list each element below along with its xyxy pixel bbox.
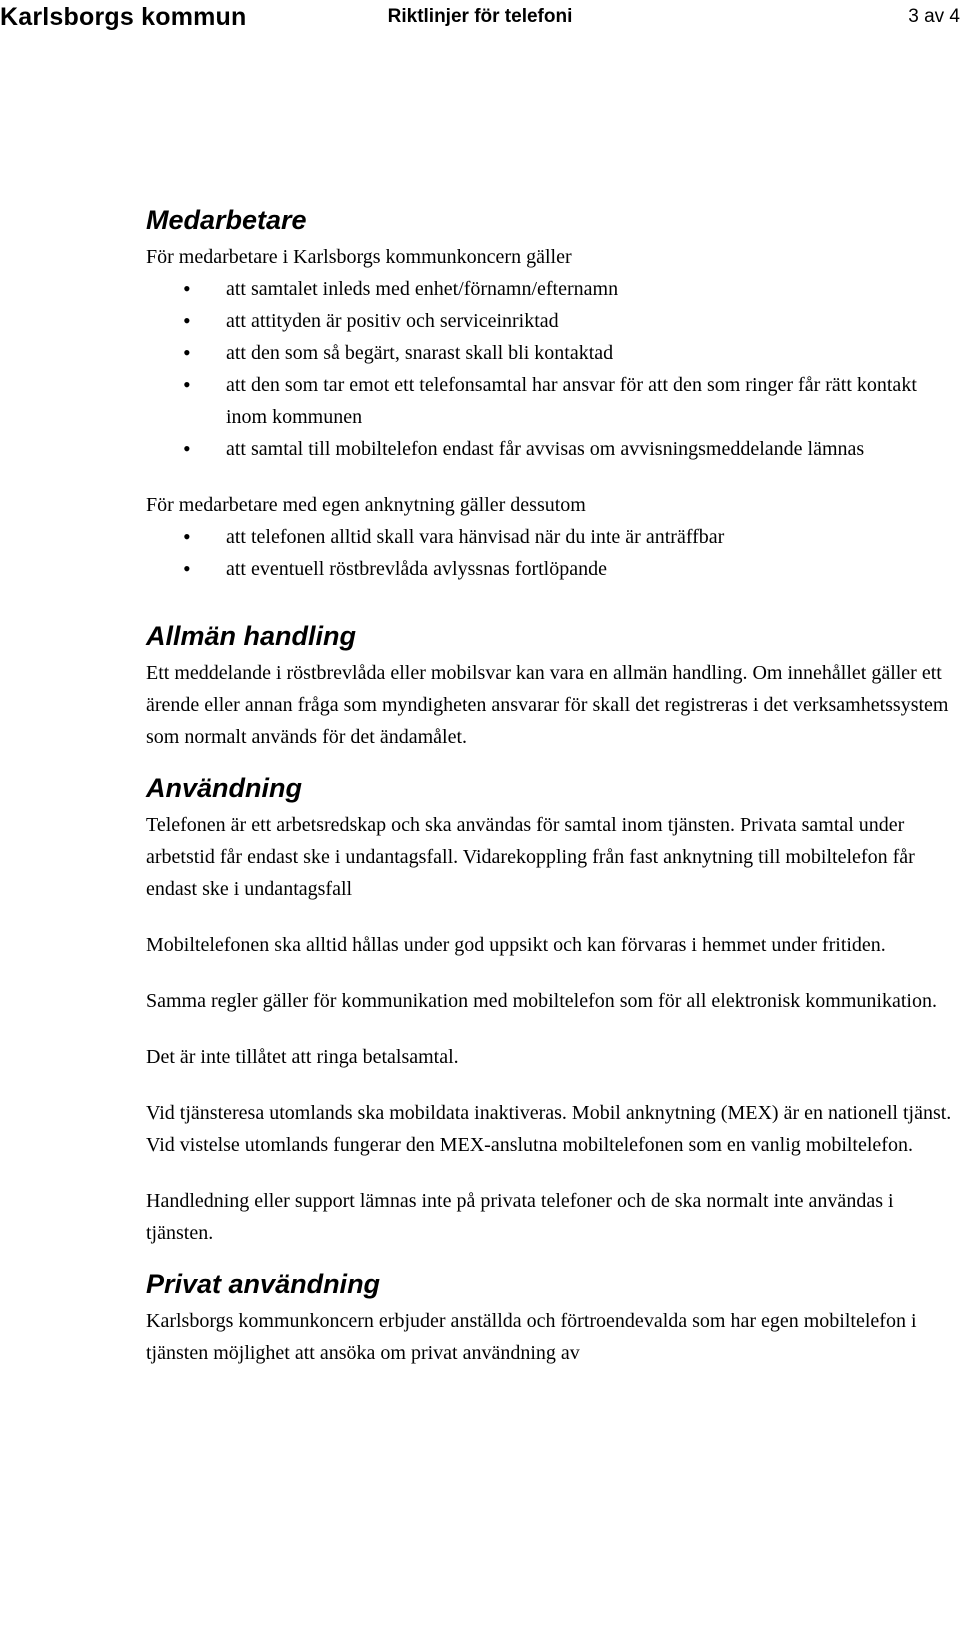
list-item: • att samtal till mobiltelefon endast får avvisas om avvisningsmeddelande lämnas bbox=[146, 433, 956, 465]
heading-privat-anvandning: Privat användning bbox=[146, 1269, 381, 1299]
list-item: • att den som så begärt, snarast skall bli kontaktad bbox=[146, 337, 956, 369]
medarbetare-list-2 bbox=[146, 521, 956, 585]
list-item: • att telefonen alltid skall vara hänvisad när du inte är anträffbar bbox=[146, 521, 956, 553]
list-item: • att attityden är positiv och serviceinriktad bbox=[146, 305, 956, 337]
allman-text: Ett meddelande i röstbrevlåda eller mobilsvar kan vara en allmän handling. Om innehållet gäller ett ärende eller annan fråga som myndigheten ansvarar för skall det registreras i det verksamhetssystem som normalt används för det ändamålet. bbox=[146, 662, 949, 748]
anvandning-paragraph-2: Mobiltelefonen ska alltid hållas under god uppsikt och kan förvaras i hemmet under fritiden. bbox=[146, 934, 886, 956]
heading-anvandning: Användning bbox=[146, 773, 302, 803]
anvandning-paragraph-6: Handledning eller support lämnas inte på privata telefoner och de ska normalt inte användas i tjänsten. bbox=[146, 1190, 894, 1244]
heading-allman-handling: Allmän handling bbox=[146, 621, 357, 651]
list-item: • att eventuell röstbrevlåda avlyssnas fortlöpande bbox=[146, 553, 956, 585]
heading-medarbetare: Medarbetare bbox=[146, 205, 307, 235]
privat-text: Karlsborgs kommunkoncern erbjuder anställda och förtroendevalda som har egen mobiltelefon i tjänsten möjlighet att ansöka om privat användning av bbox=[146, 1310, 917, 1364]
document-body bbox=[146, 199, 956, 1369]
medarbetare-intro-2: För medarbetare med egen anknytning gäller dessutom bbox=[146, 494, 586, 516]
medarbetare-list bbox=[146, 273, 956, 465]
page-number: 3 av 4 bbox=[908, 6, 960, 27]
list-item: • att samtalet inleds med enhet/förnamn/efternamn bbox=[146, 273, 956, 305]
municipality-logo: Karlsborgs kommun bbox=[0, 3, 247, 31]
medarbetare-intro: För medarbetare i Karlsborgs kommunkoncern gäller bbox=[146, 246, 572, 268]
anvandning-paragraph-5: Vid tjänsteresa utomlands ska mobildata inaktiveras. Mobil anknytning (MEX) är en nationell tjänst. Vid vistelse utomlands fungerar den MEX-anslutna mobiltelefonen som en vanlig mobiltelefon. bbox=[146, 1102, 952, 1156]
page-header bbox=[0, 0, 960, 34]
anvandning-paragraph-4: Det är inte tillåtet att ringa betalsamtal. bbox=[146, 1046, 459, 1068]
list-item: • att den som tar emot ett telefonsamtal har ansvar för att den som ringer får rätt kontakt inom kommunen bbox=[146, 369, 956, 433]
anvandning-paragraph-3: Samma regler gäller för kommunikation med mobiltelefon som för all elektronisk kommunikation. bbox=[146, 990, 937, 1012]
anvandning-paragraph-1: Telefonen är ett arbetsredskap och ska användas för samtal inom tjänsten. Privata samtal under arbetstid får endast ske i undantagsfall. Vidarekoppling från fast anknytning till mobiltelefon får endast ske i undantagsfall bbox=[146, 814, 915, 900]
document-title: Riktlinjer för telefoni bbox=[387, 6, 573, 27]
